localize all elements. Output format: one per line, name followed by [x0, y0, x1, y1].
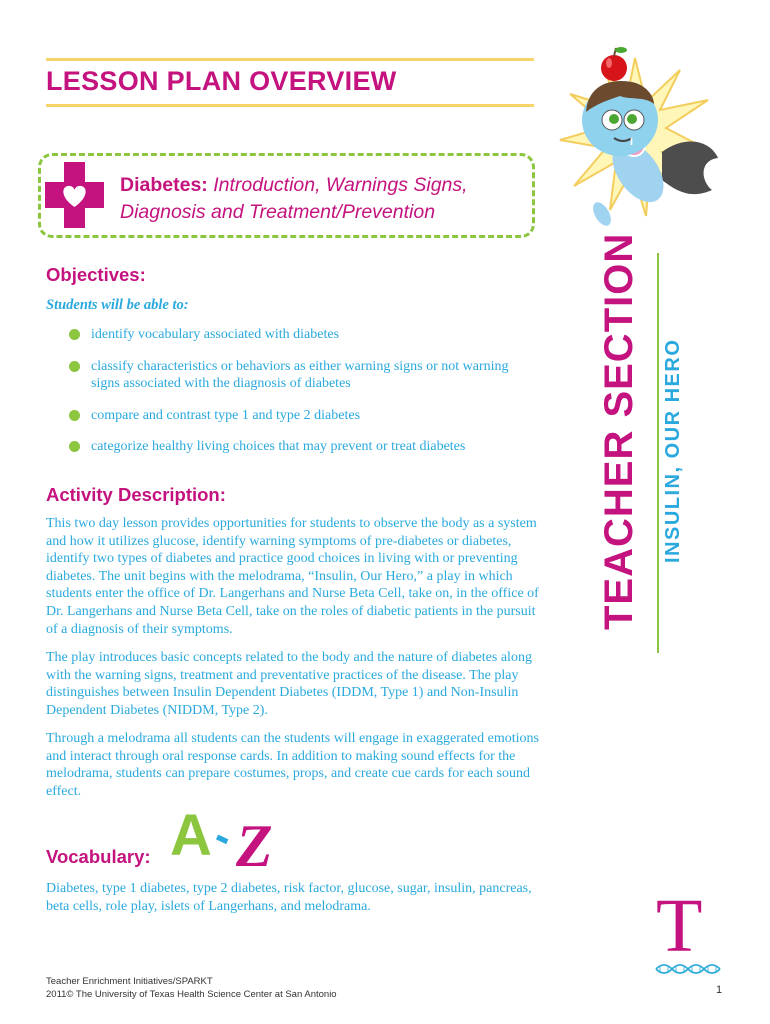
medical-cross-heart-icon	[43, 160, 106, 230]
footer-line-2: 2011© The University of Texas Health Science Center at San Antonio	[46, 989, 337, 1000]
bullet-dot-icon	[69, 410, 80, 421]
objective-text: compare and contrast type 1 and type 2 diabetes	[91, 407, 361, 423]
sidebar-divider	[657, 253, 659, 653]
footer-line-1: Teacher Enrichment Initiatives/SPARKT	[46, 976, 213, 987]
a-to-z-art	[170, 800, 290, 880]
objectives-intro: Students will be able to:	[46, 297, 189, 313]
insulin-our-hero-subtitle: INSULIN, OUR HERO	[662, 338, 684, 563]
title-top-rule	[46, 58, 534, 61]
objective-text: classify characteristics or behaviors as either warning signs or not warning signs associated with the diagnosis of diabetes	[91, 358, 509, 391]
list-item	[70, 407, 540, 425]
topic-title-italic: Introduction, Warnings Signs, Diagnosis and Treatment/Prevention	[120, 174, 468, 223]
list-item	[70, 438, 540, 456]
bullet-dot-icon	[69, 441, 80, 452]
activity-paragraph-3: Through a melodrama all students can the students will engage in exaggerated emotions and interact through oral response cards. In addition to making sound effects for the melodrama, students can prepare costumes, props, and create cue cards for each sound effect.	[46, 731, 539, 799]
activity-heading: Activity Description:	[46, 484, 226, 505]
dna-strand-icon	[654, 962, 724, 976]
objective-text: categorize healthy living choices that may prevent or treat diabetes	[91, 439, 466, 454]
insulin-hero-mascot-illustration	[550, 40, 720, 250]
objectives-list	[70, 326, 540, 470]
a-z-dash: -	[206, 811, 241, 862]
objectives-heading: Objectives:	[46, 264, 146, 285]
vocabulary-heading: Vocabulary:	[46, 846, 151, 867]
page-number: 1	[716, 984, 723, 996]
objective-text: identify vocabulary associated with diabetes	[91, 327, 340, 342]
bullet-dot-icon	[69, 329, 80, 340]
activity-paragraph-2: The play introduces basic concepts related to the body and the nature of diabetes along with the warning signs, treatment and preventative practices of the disease. The play distinguishes between Insulin Dependent Diabetes (IDDM, Type 1) and Non-Insulin Dependent Diabetes (NIDDM, Type 2).	[46, 650, 532, 718]
list-item	[70, 358, 540, 393]
page-title: LESSON PLAN OVERVIEW	[46, 66, 397, 96]
vocabulary-text: Diabetes, type 1 diabetes, type 2 diabetes, risk factor, glucose, sugar, insulin, pancreas, beta cells, role play, islets of Langerhans, and melodrama.	[46, 881, 532, 914]
t-logo-letter: T	[656, 884, 703, 968]
activity-paragraph-1: This two day lesson provides opportunities for students to observe the body as a system and how it utilizes glucose, identify warning symptoms of pre-diabetes or diabetes, identify two types of diabetes and practice good choices in living with or preventing diabetes. The unit begins with the melodrama, “Insulin, Our Hero,” a play in which students enter the office of Dr. Langerhans and Nurse Beta Cell, take on, in the office of Dr. Langerhans and Nurse Beta Cell, take on the roles of diabetic patients in the pursuit of a diagnosis of their symptoms.	[46, 516, 539, 637]
teacher-section-title: TEACHER SECTION	[597, 232, 641, 630]
bullet-dot-icon	[69, 361, 80, 372]
topic-title	[120, 172, 530, 226]
footer	[46, 975, 337, 1001]
a-letter: A	[170, 803, 212, 868]
title-bottom-rule	[46, 104, 534, 107]
topic-title-bold: Diabetes:	[120, 174, 208, 196]
hero-badge-letter: I	[630, 136, 634, 148]
list-item	[70, 326, 540, 344]
z-letter: Z	[236, 813, 273, 879]
